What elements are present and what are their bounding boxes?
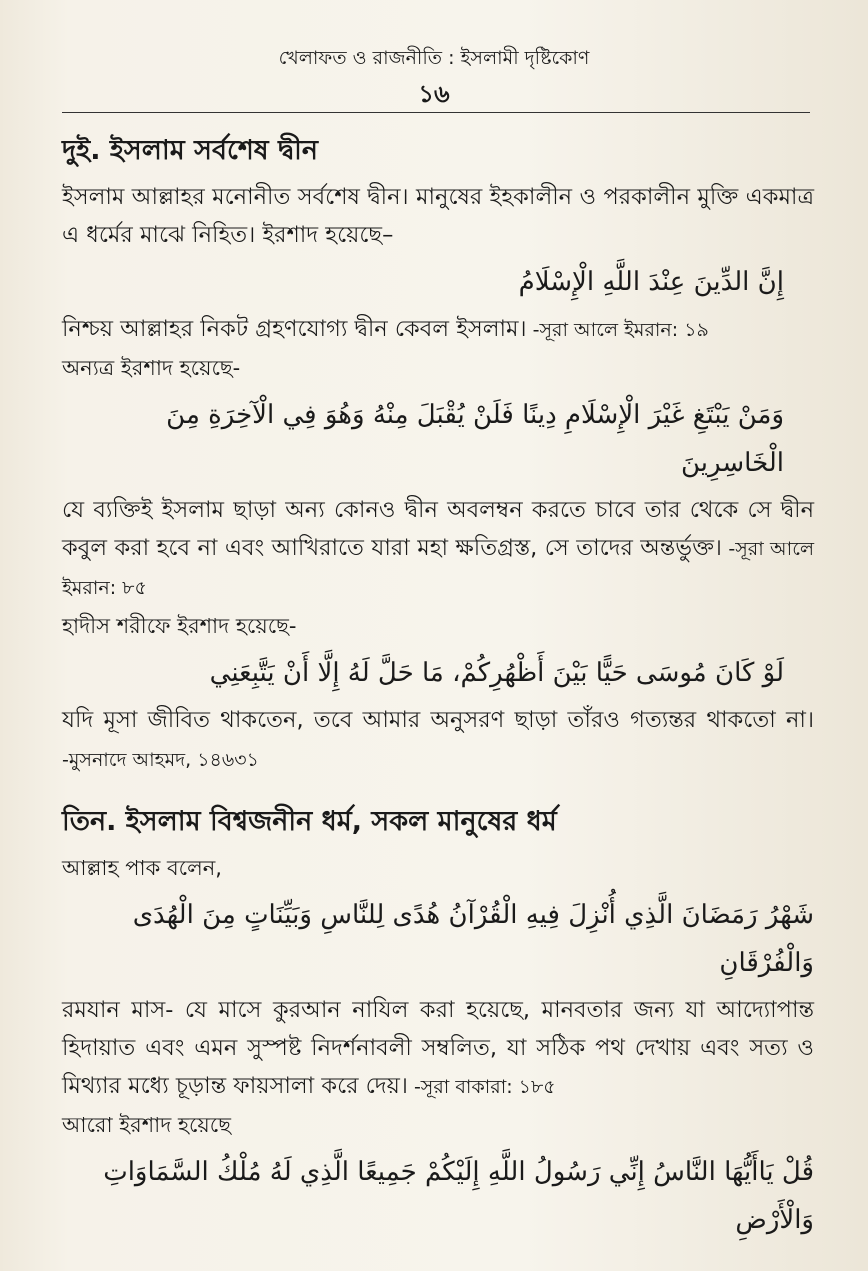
translation-1 [62,310,814,349]
lead-text-3: হাদীস শরীফে ইরশাদ হয়েছে- [62,614,297,638]
page-number: ১৬ [418,80,450,108]
lead-text-4: আল্লাহ পাক বলেন, [62,856,222,880]
translation-4 [62,991,814,1106]
reference-2: -সূরা আলে ইমরান: ৮৫ [62,538,815,599]
hadith-arabic: لَوْ كَانَ مُوسَى حَيًّا بَيْنَ أَظْهُرِكُمْ، مَا حَلَّ لَهُ إِلَّا أَنْ يَتَّبِعَنِي [209,658,784,688]
translation-2 [62,491,814,607]
translation-3 [62,701,814,779]
page-body [62,118,814,1248]
lead-text-2: অন্যত্র ইরশাদ হয়েছে- [62,356,241,380]
translation-2-text: যে ব্যক্তিই ইসলাম ছাড়া অন্য কোনও দ্বীন অবলম্বন করতে চাবে তার থেকে সে দ্বীন কবুল করা হবে না এবং আখিরাতে যারা মহা ক্ষতিগ্রস্ত, সে তাদের অন্তর্ভুক্ত। [62,497,814,561]
lead-text-5: আরো ইরশাদ হয়েছে [62,1113,231,1137]
translation-3-text: যদি মূসা জীবিত থাকতেন, তবে আমার অনুসরণ ছাড়া তাঁরও গত্যন্তর থাকতো না। [62,707,814,733]
arabic-verse-3: شَهْرُ رَمَضَانَ الَّذِي أُنْزِلَ فِيهِ الْقُرْآنُ هُدًى لِلنَّاسِ وَبَيِّنَاتٍ مِنَ الْهُدَى وَالْفُرْقَانِ [132,900,814,978]
translation-4-text: রমযান মাস- যে মাসে কুরআন নাযিল করা হয়েছে, মানবতার জন্য যা আদ্যোপান্ত হিদায়াত এবং এমন সুস্পষ্ট নিদর্শনাবলী সম্বলিত, যা সঠিক পথ দেখায় এবং সত্য ও মিথ্যার মধ্যে চূড়ান্ত ফায়সালা করে দেয়। [62,997,814,1099]
arabic-verse-4: قُلْ يَاأَيُّهَا النَّاسُ إِنِّي رَسُولُ اللَّهِ إِلَيْكُمْ جَمِيعًا الَّذِي لَهُ مُلْكُ السَّمَاوَاتِ وَالْأَرْضِ [103,1157,814,1235]
reference-4: -সূরা বাকারা: ১৮৫ [407,1076,556,1098]
arabic-verse-2: وَمَنْ يَبْتَغِ غَيْرَ الْإِسْلَامِ دِينًا فَلَنْ يُقْبَلَ مِنْهُ وَهُوَ فِي الْآخِرَةِ مِنَ الْخَاسِرِينَ [166,400,784,478]
reference-3: -মুসনাদে আহমদ, ১৪৬৩১ [62,749,259,771]
header-rule [62,112,810,113]
running-header: খেলাফত ও রাজনীতি : ইসলামী দৃষ্টিকোণ [278,47,590,69]
section-heading-three: তিন. ইসলাম বিশ্বজনীন ধর্ম, সকল মানুষের ধর্ম [62,806,557,837]
translation-1-text: নিশ্চয় আল্লাহর নিকট গ্রহণযোগ্য দ্বীন কেবল ইসলাম। [62,316,527,342]
arabic-verse-1: إِنَّ الدِّينَ عِنْدَ اللَّهِ الْإِسْلَامُ [518,267,784,297]
reference-1: -সূরা আলে ইমরান: ১৯ [526,319,709,341]
paragraph-intro: ইসলাম আল্লাহর মনোনীত সর্বশেষ দ্বীন। মানুষের ইহকালীন ও পরকালীন মুক্তি একমাত্র এ ধর্মের মাঝে নিহিত। ইরশাদ হয়েছে– [62,184,814,248]
section-heading-two: দুই. ইসলাম সর্বশেষ দ্বীন [62,135,318,166]
